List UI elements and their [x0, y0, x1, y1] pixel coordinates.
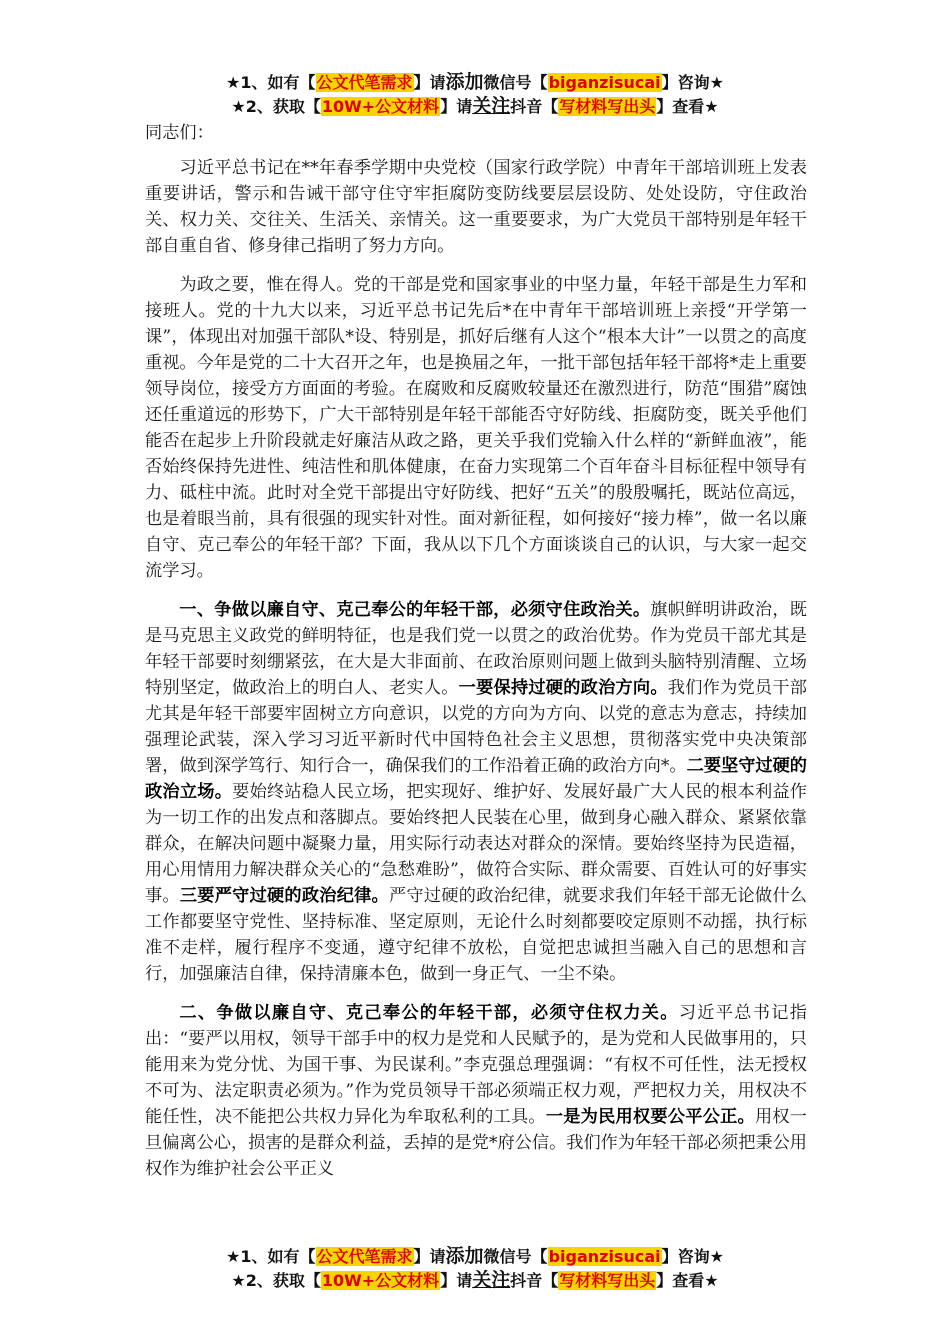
- document-body: [145, 120, 807, 1195]
- point-heading: 一要保持过硬的政治方向。: [458, 678, 668, 698]
- section-heading: 一、争做以廉自守、克己奉公的年轻干部，必须守住政治关。: [179, 600, 651, 620]
- section-power: 二、争做以廉自守、克己奉公的年轻干部，必须守住权力关。习近平总书记指出：“要严以用权，领导干部手中的权力是党和人民赋予的，是为党和人民做事用的，只能用来为党分忧、为国干事、为民谋利。”李克强总理强调：“有权不可任性，法无授权不可为、法定职责必须为。”作为党员领导干部必须端正权力观，严把权力关，用权决不能任性，决不能把公共权力异化为牟取私利的工具。一是为民用权要公平公正。用权一旦偏离公心，损害的是群众利益，丢掉的是党*府公信。我们作为年轻干部必须把秉公用权作为维护社会公平正义: [145, 1003, 807, 1179]
- highlight-wechat-id: biganzisucai: [548, 73, 661, 92]
- paragraph-intro: 习近平总书记在**年春季学期中央党校（国家行政学院）中青年干部培训班上发表重要讲话，警示和告诫干部守住守牢拒腐防变防线要层层设防、处处设防，守住政治关、权力关、交往关、生活关、亲情关。这一重要要求，为广大党员干部特别是年轻干部自重自省、修身律己指明了努力方向。: [145, 158, 807, 256]
- highlight-service: 公文代笔需求: [316, 73, 413, 92]
- point-heading: 一是为民用权要公平公正。: [545, 1107, 755, 1127]
- salutation: 同志们：: [145, 123, 214, 143]
- point-heading: 二要坚守过硬的政治立场。: [145, 756, 807, 802]
- top-banner-line-2: ★2、获取【10W+公文材料】请关注抖音【写材料写出头】查看★: [231, 95, 719, 117]
- paragraph-context: 为政之要，惟在得人。党的干部是党和国家事业的中坚力量，年轻干部是生力军和接班人。党的十九大以来，习近平总书记先后*在中青年干部培训班上亲授“开学第一课”，体现出对加强干部队*设、特别是，抓好后继有人这个“根本大计”一以贯之的高度重视。今年是党的二十大召开之年，也是换届之年，一批干部包括年轻干部将*走上重要领导岗位，接受方方面面的考验。在腐败和反腐败较量还在激烈进行，防范“围猎”腐蚀还任重道远的形势下，广大干部特别是年轻干部能否守好防线、拒腐防变，既关乎他们能否在起步上升阶段就走好廉洁从政之路，更关乎我们党输入什么样的“新鲜血液”，能否始终保持先进性、纯洁性和肌体健康，在奋力实现第二个百年奋斗目标征程中领导有力、砥柱中流。此时对全党干部提出守好防线、把好“五关”的殷殷嘱托，既站位高远，也是着眼当前，具有很强的现实针对性。面对新征程，如何接好“接力棒”，做一名以廉自守、克己奉公的年轻干部？下面，我从以下几个方面谈谈自己的认识，与大家一起交流学习。: [145, 275, 807, 581]
- highlight-materials: 10W+公文材料: [321, 1271, 440, 1290]
- top-banner-line-1: ★1、如有【公文代笔需求】请添加微信号【biganzisucai】咨询★: [226, 71, 724, 93]
- section-heading: 二、争做以廉自守、克己奉公的年轻干部，必须守住权力关。: [179, 1003, 679, 1023]
- bottom-banner-line-2: ★2、获取【10W+公文材料】请关注抖音【写材料写出头】查看★: [231, 1269, 719, 1291]
- highlight-service: 公文代笔需求: [316, 1247, 413, 1266]
- bottom-banner-line-1: ★1、如有【公文代笔需求】请添加微信号【biganzisucai】咨询★: [226, 1245, 724, 1267]
- section-political: 一、争做以廉自守、克己奉公的年轻干部，必须守住政治关。旗帜鲜明讲政治，既是马克思主义政党的鲜明特征，也是我们党一以贯之的政治优势。作为党员干部尤其是年轻干部要时刻绷紧弦，在大是大非面前、在政治原则问题上做到头脑特别清醒、立场特别坚定，做政治上的明白人、老实人。一要保持过硬的政治方向。我们作为党员干部尤其是年轻干部要牢固树立方向意识，以党的方向为方向、以党的意志为意志，持续加强理论武装，深入学习习近平新时代中国特色社会主义思想，贯彻落实党中央决策部署，做到深学笃行、知行合一，确保我们的工作沿着正确的政治方向*。二要坚守过硬的政治立场。要始终站稳人民立场，把实现好、维护好、发展好最广大人民的根本利益作为一切工作的出发点和落脚点。要始终把人民装在心里，做到身心融入群众、紧紧依靠群众，在解决问题中凝聚力量，用实际行动表达对群众的深情。要始终坚持为民造福，用心用情用力解决群众关心的“急愁难盼”，做符合实际、群众需要、百姓认可的好事实事。三要严守过硬的政治纪律。严守过硬的政治纪律，就要求我们年轻干部无论做什么工作都要坚守党性、坚持标准、坚定原则，无论什么时刻都要咬定原则不动摇，执行标准不走样，履行程序不变通，遵守纪律不放松，自觉把忠诚担当融入自己的思想和言行，加强廉洁自律，保持清廉本色，做到一身正气、一尘不染。: [145, 600, 807, 984]
- point-heading: 三要严守过硬的政治纪律。: [179, 886, 389, 906]
- highlight-douyin: 写材料写出头: [559, 97, 656, 116]
- highlight-materials: 10W+公文材料: [321, 97, 440, 116]
- highlight-wechat-id: biganzisucai: [548, 1247, 661, 1266]
- highlight-douyin: 写材料写出头: [559, 1271, 656, 1290]
